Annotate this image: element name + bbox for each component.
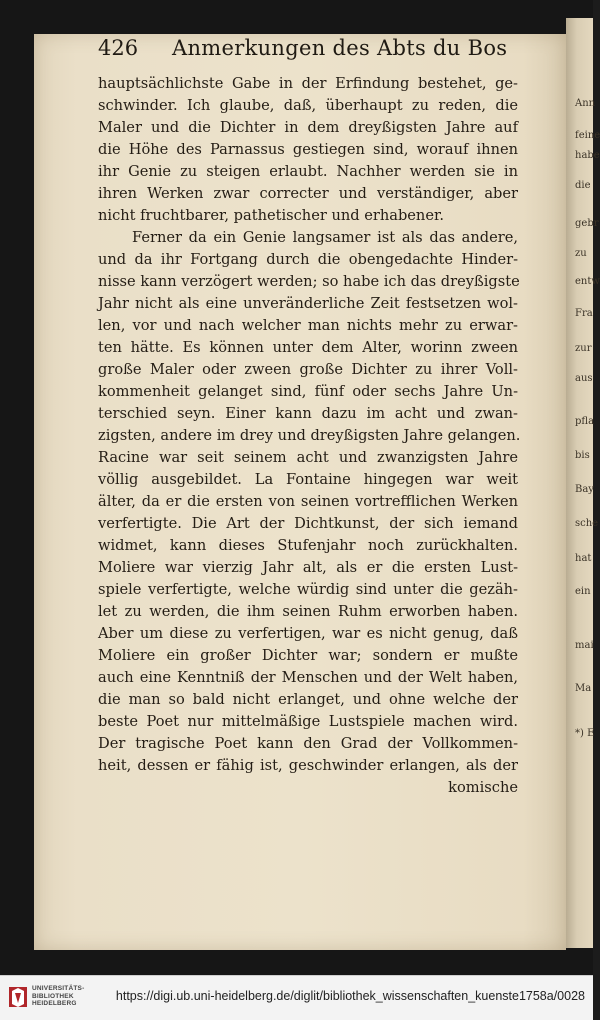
library-name: [32, 985, 84, 1008]
adjacent-page-fragment: Ann: [575, 98, 596, 109]
text-line: verfertigte. Die Art der Dichtkunst, der sich iemand: [98, 515, 518, 532]
text-line: ihr Genie zu steigen erlaubt. Nachher werden sie in: [98, 163, 518, 180]
text-line: kommenheit gelanget sind, fünf oder sechs Jahre Un-: [98, 383, 518, 400]
text-line: hauptsächlichste Gabe in der Erfindung bestehet, ge-: [98, 75, 518, 92]
adjacent-page-fragment: *) E: [575, 728, 595, 739]
adjacent-page-fragment: hat: [575, 553, 592, 564]
adjacent-page-fragment: Ma: [575, 683, 592, 694]
adjacent-page-fragment: Bay: [575, 484, 594, 495]
text-line: schwinder. Ich glaube, daß, überhaupt zu reden, die: [98, 97, 518, 114]
text-line: älter, da er die ersten von seinen vortrefflichen Werken: [98, 493, 518, 510]
text-line: Maler und die Dichter in dem dreyßigsten Jahre auf: [98, 119, 518, 136]
adjacent-page-fragment: zu: [575, 248, 587, 259]
text-line: Der tragische Poet kann den Grad der Vollkommen-: [98, 735, 518, 752]
text-line: ihren Werken zwar correcter und verständiger, aber: [98, 185, 518, 202]
text-line: zigsten, andere im drey und dreyßigsten Jahre gelangen.: [98, 427, 521, 444]
text-line: komische: [448, 779, 518, 796]
library-name-line: BIBLIOTHEK: [32, 992, 74, 1000]
library-name-line: UNIVERSITÄTS-: [32, 985, 85, 992]
body-text: [98, 73, 521, 799]
page-number: 426: [98, 36, 139, 60]
adjacent-page-fragment: gebr: [575, 218, 599, 229]
adjacent-page-fragment: sche: [575, 518, 599, 529]
text-line: große Maler oder zween große Dichter zu ihrer Voll-: [98, 361, 518, 378]
text-line: auch eine Kenntniß der Menschen und der Welt haben,: [98, 669, 518, 686]
adjacent-page-fragment: die: [575, 180, 591, 191]
text-line: die Höhe des Parnassus gestiegen sind, worauf ihnen: [98, 141, 518, 158]
text-line: nisse kann verzögert werden; so habe ich das dreyßigste: [98, 273, 520, 290]
text-line: ten hätte. Es können unter dem Alter, worinn zween: [98, 339, 518, 356]
adjacent-page-fragment: ein: [575, 586, 591, 597]
text-line: Moliere war vierzig Jahr alt, als er die ersten Lust-: [98, 559, 518, 576]
page-header: [98, 36, 518, 64]
adjacent-page-fragment: pfla: [575, 416, 595, 427]
text-line: und da ihr Fortgang durch die obengedachte Hinder-: [98, 251, 518, 268]
text-line: Ferner da ein Genie langsamer ist als das andere,: [132, 229, 518, 246]
adjacent-page-fragment: habe: [575, 150, 600, 161]
text-line: beste Poet nur mittelmäßige Lustspiele machen wird.: [98, 713, 518, 730]
library-name-line: HEIDELBERG: [32, 1000, 77, 1007]
adjacent-page-fragment: entw: [575, 276, 600, 287]
adjacent-page-fragment: aus: [575, 373, 593, 384]
adjacent-page-fragment: bis: [575, 450, 590, 461]
text-line: terschied seyn. Einer kann dazu im acht und zwan-: [98, 405, 518, 422]
text-line: völlig ausgebildet. La Fontaine hingegen war weit: [98, 471, 518, 488]
adjacent-page-edge: [566, 18, 600, 948]
text-line: Moliere ein großer Dichter war; sondern er mußte: [98, 647, 518, 664]
text-line: len, vor und nach welcher man nichts mehr zu erwar-: [98, 317, 518, 334]
text-line: Racine war seit seinem acht und zwanzigsten Jahre: [98, 449, 518, 466]
text-line: Jahr nicht als eine unveränderliche Zeit festsetzen wol-: [98, 295, 518, 312]
text-line: heit, dessen er fähig ist, geschwinder erlangen, als der: [98, 757, 518, 774]
source-url-link[interactable]: https://digi.ub.uni-heidelberg.de/diglit/bibliothek_wissenschaften_kuenste1758a/0028: [115, 989, 585, 1003]
adjacent-page-fragment: feine: [575, 130, 600, 141]
text-line: Aber um diese zu verfertigen, war es nicht genug, daß: [98, 625, 518, 642]
text-line: let zu werden, die ihm seinen Ruhm erworben haben.: [98, 603, 518, 620]
adjacent-page-fragment: zur: [575, 343, 592, 354]
running-title: Anmerkungen des Abts du Bos: [172, 36, 508, 60]
adjacent-page-fragment: Fra: [575, 308, 593, 319]
adjacent-page-fragment: mai: [575, 640, 594, 651]
text-line: spiele verfertigte, welche würdig sind unter die gezäh-: [98, 581, 518, 598]
viewer-footer: [0, 975, 593, 1020]
text-line: nicht fruchtbarer, pathetischer und erhabener.: [98, 207, 444, 224]
text-line: die man so bald nicht erlanget, und ohne welche der: [98, 691, 518, 708]
text-line: widmet, kann dieses Stufenjahr noch zurückhalten.: [98, 537, 518, 554]
university-seal-icon: [8, 984, 28, 1010]
